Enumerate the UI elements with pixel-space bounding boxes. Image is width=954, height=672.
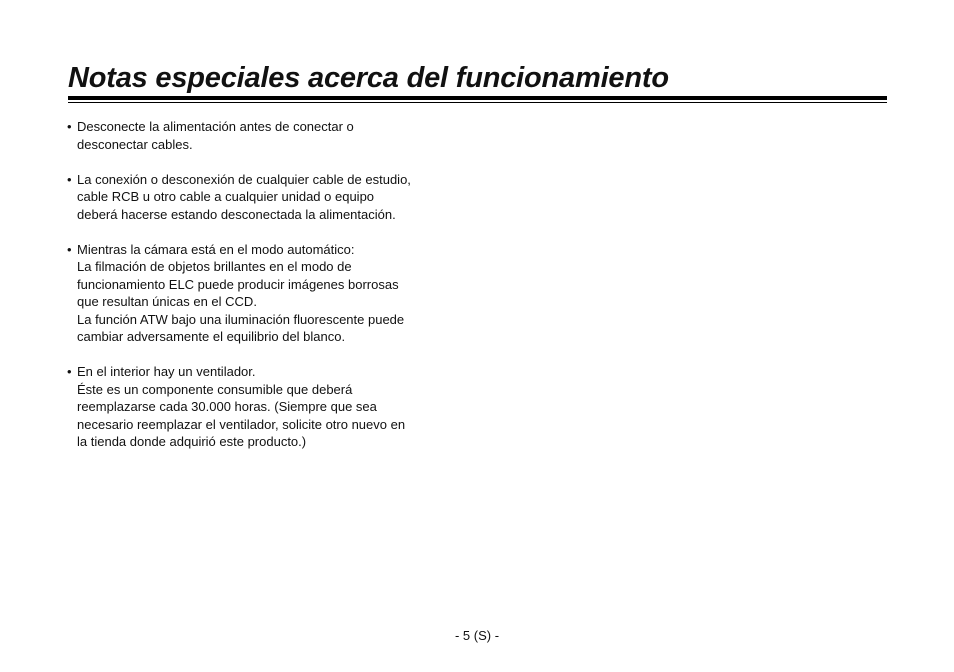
note-line: La función ATW bajo una iluminación fluorescente puede (77, 311, 405, 327)
note-line: La filmación de objetos brillantes en el modo de (77, 259, 352, 274)
note-line: necesario reemplazar el ventilador, solicite otro nuevo en (77, 416, 406, 432)
note-line: cable RCB u otro cable a cualquier unidad o equipo (77, 189, 375, 204)
title-underline-thin (68, 102, 887, 103)
note-line: Desconecte la alimentación antes de conectar o (77, 119, 354, 134)
note-line: La conexión o desconexión de cualquier cable de estudio, (77, 171, 411, 187)
note-line: desconectar cables. (77, 136, 193, 152)
note-item (67, 363, 467, 451)
bullet: • (67, 364, 72, 379)
note-line: Mientras la cámara está en el modo automático: (77, 241, 355, 257)
note-line: deberá hacerse estando desconectada la alimentación. (77, 206, 396, 222)
bullet: • (67, 241, 72, 257)
note-item (67, 171, 467, 224)
note-line: la tienda donde adquirió este producto.) (77, 434, 307, 449)
notes-list (67, 118, 467, 468)
bullet: • (67, 171, 72, 187)
note-item (67, 241, 467, 346)
note-line: reemplazarse cada 30.000 horas. (Siempre que sea (77, 399, 377, 414)
page-number: - 5 (S) - (454, 628, 500, 643)
note-line: funcionamiento ELC puede producir imágenes borrosas (77, 276, 399, 292)
page-title: Notas especiales acerca del funcionamiento (68, 62, 669, 94)
bullet: • (67, 119, 72, 134)
title-underline-thick (68, 96, 887, 100)
note-line: En el interior hay un ventilador. (77, 364, 256, 379)
note-item (67, 118, 467, 153)
note-line: Éste es un componente consumible que deberá (77, 381, 353, 397)
note-line: que resultan únicas en el CCD. (77, 294, 257, 309)
note-line: cambiar adversamente el equilibrio del blanco. (77, 329, 346, 344)
